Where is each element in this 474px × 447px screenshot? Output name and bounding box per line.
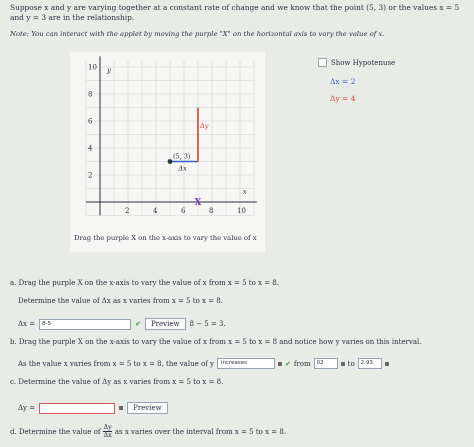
question-b-prompt: b. Drag the purple X on the x-axis to vary the value of x from x = 5 to x = 8 and notice how y varies on this interval.	[10, 338, 422, 346]
y-tick-label: 6	[88, 117, 93, 126]
x-tick-label: 4	[153, 207, 158, 215]
y-trend-select[interactable]	[217, 358, 275, 369]
y-tick-label: 2	[88, 171, 93, 180]
hypotenuse-checkbox[interactable]	[318, 58, 327, 67]
preview-button-a[interactable]: Preview	[145, 318, 186, 330]
question-a-instruction: Determine the value of Δx as x varies from x = 5 to x = 8.	[18, 297, 223, 305]
question-c-answer-row	[18, 402, 168, 414]
question-d-text-end: as x varies over the interval from x = 5 to x = 8.	[114, 427, 287, 436]
delta-x-label: Δx	[178, 164, 187, 173]
delta-x-answer-label: Δx =	[18, 320, 36, 328]
x-tick-label: 6	[181, 207, 186, 215]
show-hypotenuse-toggle[interactable]	[318, 58, 395, 67]
preview-result-a: 8 − 5 = 3.	[189, 320, 226, 328]
y-tick-label: 10	[88, 63, 97, 72]
dy-dx-fraction	[103, 424, 111, 439]
delta-y-mini-icon	[119, 406, 123, 410]
question-d-text-start: d. Determine the value of	[10, 427, 101, 436]
to-value-field[interactable]: 2.93	[358, 358, 382, 369]
purple-x-handle: X	[194, 198, 202, 208]
question-b-answer-row	[18, 358, 389, 369]
problem-intro: Suppose x and y are varying together at a constant rate of change and we know that the point (5, 3) or the values x = 5 and y = 3 are in the relationship.	[10, 3, 460, 22]
select-chevron-icon[interactable]	[278, 362, 282, 366]
coordinate-graph[interactable]	[70, 52, 265, 232]
to-mini-icon	[385, 362, 389, 366]
y-tick-label: 4	[88, 144, 93, 153]
fraction-numerator: Δy	[103, 423, 112, 431]
from-label: from	[293, 359, 311, 368]
point-5-3	[168, 159, 173, 164]
preview-button-c[interactable]: Preview	[127, 402, 168, 414]
question-a-answer-row	[18, 318, 226, 330]
y-tick-label: 8	[88, 90, 93, 99]
delta-x-answer-field[interactable]: 8-5	[39, 319, 131, 330]
y-trend-selected-value: increases	[220, 360, 248, 366]
to-label: to	[347, 359, 355, 368]
applet-note: Note: You can interact with the applet by moving the purple "X" on the horizontal axis to vary the value of x.	[10, 30, 385, 38]
graph-caption: Drag the purple X on the x-axis to vary the value of x	[74, 234, 257, 242]
question-c-prompt: c. Determine the value of Δy as x varies from x = 5 to x = 8.	[10, 378, 224, 386]
question-a-prompt: a. Drag the purple X on the x-axis to vary the value of x from x = 5 to x = 8.	[10, 279, 279, 287]
x-tick-label: 8	[209, 207, 214, 215]
x-tick-label: 10	[237, 207, 246, 215]
question-d-prompt	[10, 424, 286, 439]
delta-y-answer-label: Δy =	[18, 404, 36, 412]
y-axis-label: y	[107, 66, 111, 75]
point-label: (5, 3)	[173, 152, 191, 161]
delta-y-answer-field[interactable]	[39, 403, 115, 414]
delta-x-readout: Δx = 2	[330, 77, 356, 86]
question-b-sentence: As the value x varies from x = 5 to x = 8, the value of y	[18, 359, 214, 368]
fraction-denominator: Δx	[103, 431, 112, 439]
graph-applet[interactable]	[70, 52, 265, 252]
from-mini-icon	[341, 362, 345, 366]
delta-y-label: Δy	[200, 121, 209, 130]
x-axis-label: x	[242, 187, 247, 196]
delta-y-readout: Δy = 4	[330, 94, 356, 103]
select-check-icon: ✔	[284, 359, 291, 368]
hypotenuse-label: Show Hypotenuse	[331, 58, 396, 67]
from-value-field[interactable]: 02	[314, 358, 338, 369]
correct-check-icon: ✔	[135, 320, 141, 328]
x-tick-label: 2	[125, 207, 130, 215]
